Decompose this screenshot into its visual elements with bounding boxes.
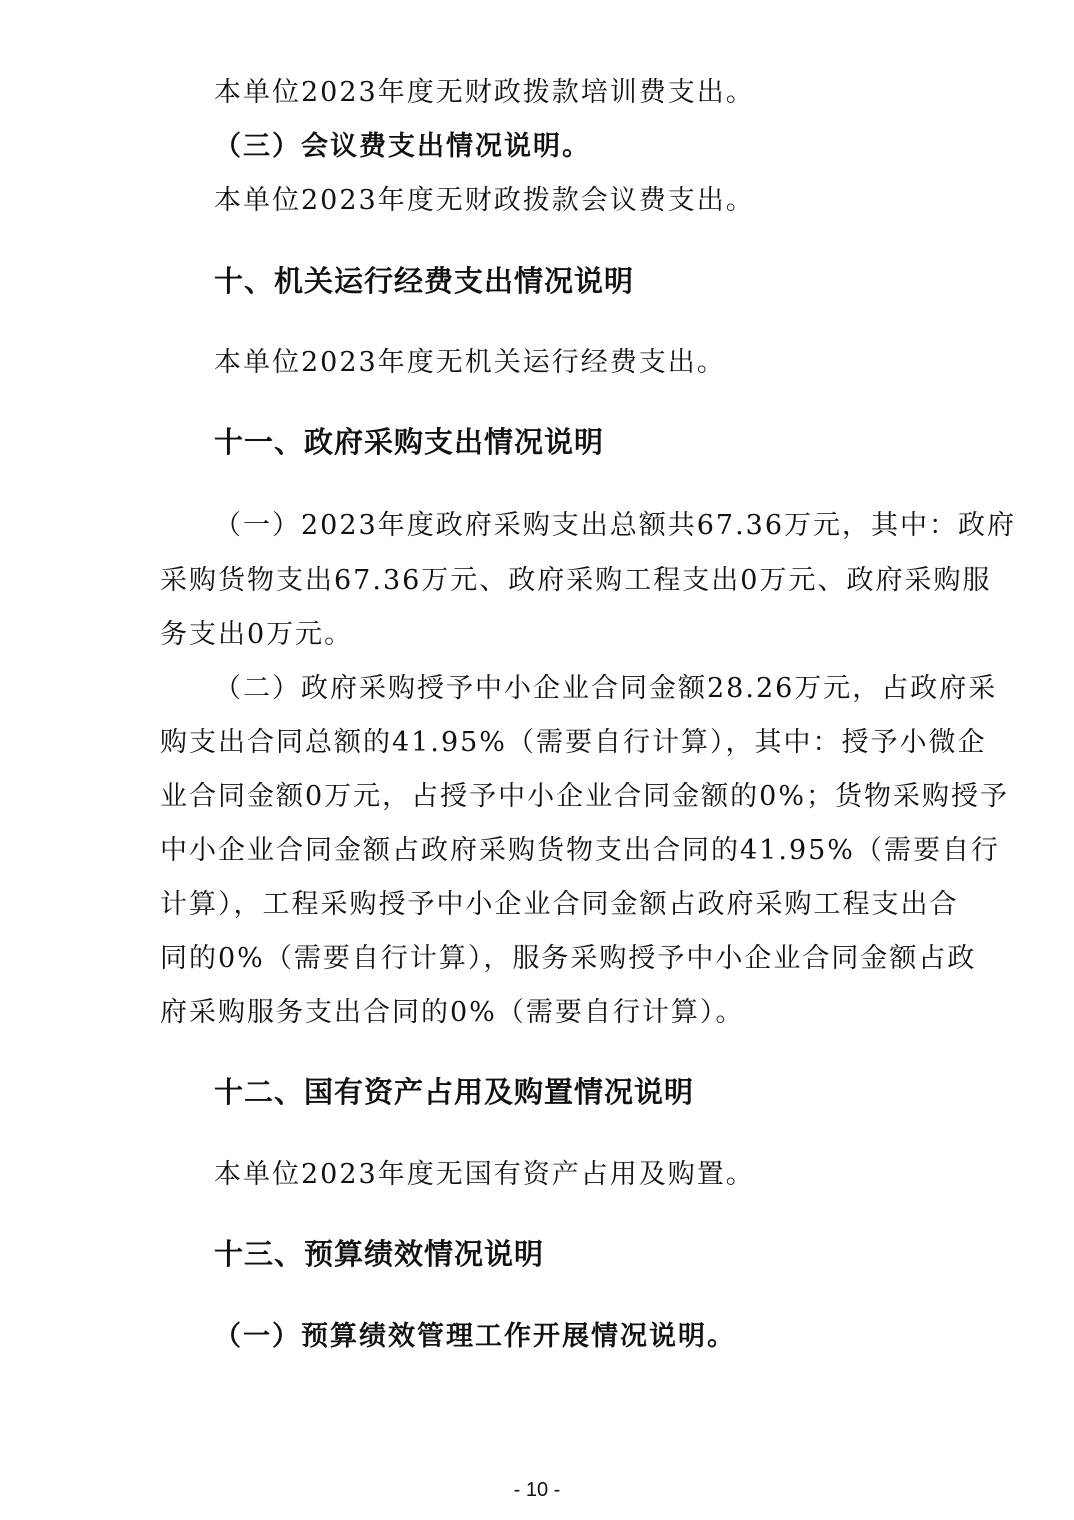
meeting-fee-heading: （三）会议费支出情况说明。: [214, 131, 591, 162]
section-12-heading: 十二、国有资产占用及购置情况说明: [214, 1075, 695, 1109]
page-number: - 10 -: [513, 1479, 561, 1501]
training-fee-text: 本单位2023年度无财政拨款培训费支出。: [214, 77, 755, 108]
section-13-heading: 十三、预算绩效情况说明: [214, 1237, 545, 1271]
section-11-para2-line: 购支出合同总额的41.95%（需要自行计算），其中：授予小微企: [160, 727, 987, 758]
section-11-para2-line: 计算），工程采购授予中小企业合同金额占政府采购工程支出合: [160, 889, 959, 920]
meeting-fee-text: 本单位2023年度无财政拨款会议费支出。: [214, 185, 755, 216]
section-11-para2-line: 同的0%（需要自行计算），服务采购授予中小企业合同金额占政: [160, 943, 977, 974]
section-10-heading: 十、机关运行经费支出情况说明: [214, 264, 635, 298]
section-11-heading: 十一、政府采购支出情况说明: [214, 425, 605, 459]
section-11-para1-line: （一）2023年度政府采购支出总额共67.36万元，其中：政府: [214, 510, 1017, 541]
section-13-sub1: （一）预算绩效管理工作开展情况说明。: [214, 1321, 736, 1352]
section-11-para2-line: 府采购服务支出合同的0%（需要自行计算）。: [160, 997, 745, 1028]
section-12-text: 本单位2023年度无国有资产占用及购置。: [214, 1159, 755, 1190]
section-11-para2-line: 中小企业合同金额占政府采购货物支出合同的41.95%（需要自行: [160, 835, 1000, 866]
section-11-para1-line: 采购货物支出67.36万元、政府采购工程支出0万元、政府采购服: [160, 565, 992, 596]
section-11-para1-line: 务支出0万元。: [160, 619, 354, 650]
section-11-para2-line: （二）政府采购授予中小企业合同金额28.26万元，占政府采: [214, 673, 998, 704]
section-10-text: 本单位2023年度无机关运行经费支出。: [214, 347, 726, 378]
section-11-para2-line: 业合同金额0万元，占授予中小企业合同金额的0%；货物采购授予: [160, 781, 1010, 812]
